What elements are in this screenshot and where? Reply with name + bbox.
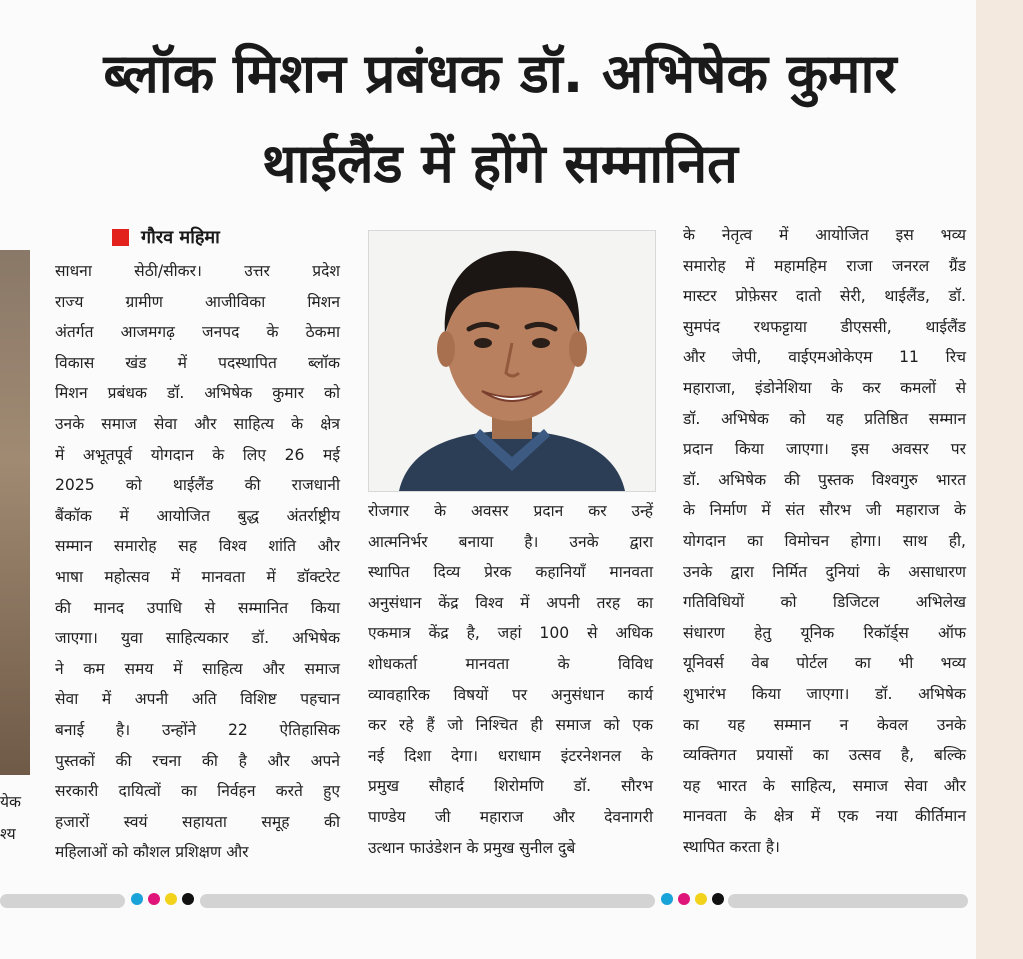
red-square-icon: [112, 229, 129, 246]
byline: [112, 222, 220, 252]
adjacent-text-fragment-1: येक: [0, 793, 22, 811]
article-line: समारोह में महामहिम राजा जनरल ग्रैंड: [683, 256, 966, 275]
article-line: मिशन प्रबंधक डॉ. अभिषेक कुमार को: [55, 384, 340, 403]
article-line: सुमपंद रथफट्टाया डीएससी, थाईलैंड: [683, 317, 966, 336]
portrait-illustration: [369, 231, 655, 491]
article-line: महिलाओं को कौशल प्रशिक्षण और: [55, 843, 249, 862]
article-line: व्यावहारिक विषयों पर अनुसंधान कार्य: [368, 685, 653, 704]
article-line: राज्य ग्रामीण आजीविका मिशन: [55, 292, 340, 311]
article-line: उनके द्वारा निर्मित दुनियां के असाधारण: [683, 562, 966, 581]
article-line: 2025 को थाईलैंड की राजधानी: [55, 476, 340, 495]
cyan-dot: [131, 893, 143, 905]
article-line: की मानद उपाधि से सम्मानित किया: [55, 598, 340, 617]
article-column-2: [368, 496, 653, 863]
headline-line-2: थाईलैंड में होंगे सम्मानित: [262, 132, 738, 195]
article-line: महाराजा, इंडोनेशिया के कर कमलों से: [683, 378, 966, 397]
page-margin: [976, 0, 1023, 959]
article-line: में अभूतपूर्व योगदान के लिए 26 मई: [55, 445, 340, 464]
article-line: साधना सेठी/सीकर। उत्तर प्रदेश: [55, 262, 340, 280]
divider-bar-middle: [200, 894, 655, 908]
article-line: और जेपी, वाईएमओकेएम 11 रिच: [683, 348, 966, 367]
article-line: के नेतृत्व में आयोजित इस भव्य: [683, 226, 966, 244]
article-line: बैंकॉक में आयोजित बुद्ध अंतर्राष्ट्रीय: [55, 506, 340, 525]
magenta-dot: [148, 893, 160, 905]
article-line: व्यक्तिगत प्रयासों का उत्सव है, बल्कि: [683, 746, 966, 765]
article-line: उत्थान फाउंडेशन के प्रमुख सुनील दुबे: [368, 838, 576, 857]
article-line: विकास खंड में पदस्थापित ब्लॉक: [55, 353, 340, 372]
article-line: बनाई है। उन्होंने 22 ऐतिहासिक: [55, 720, 340, 739]
adjacent-photo-fragment: [0, 250, 30, 775]
portrait-photo: [368, 230, 656, 492]
article-line: जाएगा। युवा साहित्यकार डॉ. अभिषेक: [55, 629, 340, 648]
article-column-3: [683, 220, 966, 862]
cyan-dot: [661, 893, 673, 905]
black-dot: [712, 893, 724, 905]
article-line: का यह सम्मान न केवल उनके: [683, 715, 966, 734]
article-line: स्थापित दिव्य प्रेरक कहानियाँ मानवता: [368, 563, 653, 582]
article-line: ने कम समय में साहित्य और समाज: [55, 659, 340, 678]
article-line: अनुसंधान केंद्र विश्व में अपनी तरह का: [368, 593, 653, 612]
yellow-dot: [695, 893, 707, 905]
article-line: पुस्तकों की रचना की है और अपने: [55, 751, 340, 770]
article-line: डॉ. अभिषेक को यह प्रतिष्ठित सम्मान: [683, 409, 966, 428]
black-dot: [182, 893, 194, 905]
article-line: योगदान का विमोचन होगा। साथ ही,: [683, 531, 966, 550]
article-line: के निर्माण में संत सौरभ जी महाराज के: [683, 501, 966, 520]
article-line: यह भारत के साहित्य, समाज सेवा और: [683, 776, 966, 795]
article-line: मास्टर प्रोफ़ेसर दातो सेरी, थाईलैंड, डॉ.: [683, 287, 966, 306]
article-line: रोजगार के अवसर प्रदान कर उन्हें: [368, 502, 653, 520]
headline-line-1: ब्लॉक मिशन प्रबंधक डॉ. अभिषेक कुमार: [103, 42, 897, 105]
print-registration-dots-1: [131, 893, 194, 905]
article-line: उनके समाज सेवा और साहित्य के क्षेत्र: [55, 414, 340, 433]
article-line: सेवा में अपनी अति विशिष्ट पहचान: [55, 690, 340, 709]
article-line: सम्मान समारोह सह विश्व शांति और: [55, 537, 340, 556]
article-line: प्रदान किया जाएगा। इस अवसर पर: [683, 440, 966, 459]
article-line: संधारण हेतु यूनिक रिकॉर्ड्स ऑफ: [683, 623, 966, 642]
byline-text: गौरव महिमा: [141, 227, 220, 248]
article-line: शोधकर्ता मानवता के विविध: [368, 654, 653, 673]
magenta-dot: [678, 893, 690, 905]
article-line: स्थापित करता है।: [683, 837, 780, 856]
article-line: भाषा महोत्सव में मानवता में डॉक्टरेट: [55, 567, 340, 586]
article-line: हजारों स्वयं सहायता समूह की: [55, 812, 340, 831]
article-line: यूनिवर्स वेब पोर्टल का भी भव्य: [683, 654, 966, 673]
article-line: अंतर्गत आजमगढ़ जनपद के ठेकमा: [55, 323, 340, 342]
article-line: प्रमुख सौहार्द शिरोमणि डॉ. सौरभ: [368, 777, 653, 796]
article-line: सरकारी दायित्वों का निर्वहन करते हुए: [55, 782, 340, 801]
article-line: गतिविधियों को डिजिटल अभिलेख: [683, 593, 966, 612]
article-line: एकमात्र केंद्र है, जहां 100 से अधिक: [368, 624, 653, 643]
article-line: आत्मनिर्भर बनाया है। उनके द्वारा: [368, 532, 653, 551]
divider-bar-right: [728, 894, 968, 908]
article-line: पाण्डेय जी महाराज और देवनागरी: [368, 807, 653, 826]
adjacent-text-fragment-2: श्य: [0, 825, 16, 843]
article-column-1: [55, 256, 340, 868]
article-line: मानवता के क्षेत्र में एक नया कीर्तिमान: [683, 807, 966, 826]
article-line: शुभारंभ किया जाएगा। डॉ. अभिषेक: [683, 684, 966, 703]
yellow-dot: [165, 893, 177, 905]
article-line: कर रहे हैं जो निश्चित ही समाज को एक: [368, 716, 653, 735]
article-line: डॉ. अभिषेक की पुस्तक विश्वगुरु भारत: [683, 470, 966, 489]
article-line: नई दिशा देगा। धराधाम इंटरनेशनल के: [368, 746, 653, 765]
print-registration-dots-2: [661, 893, 724, 905]
divider-bar-left: [0, 894, 125, 908]
